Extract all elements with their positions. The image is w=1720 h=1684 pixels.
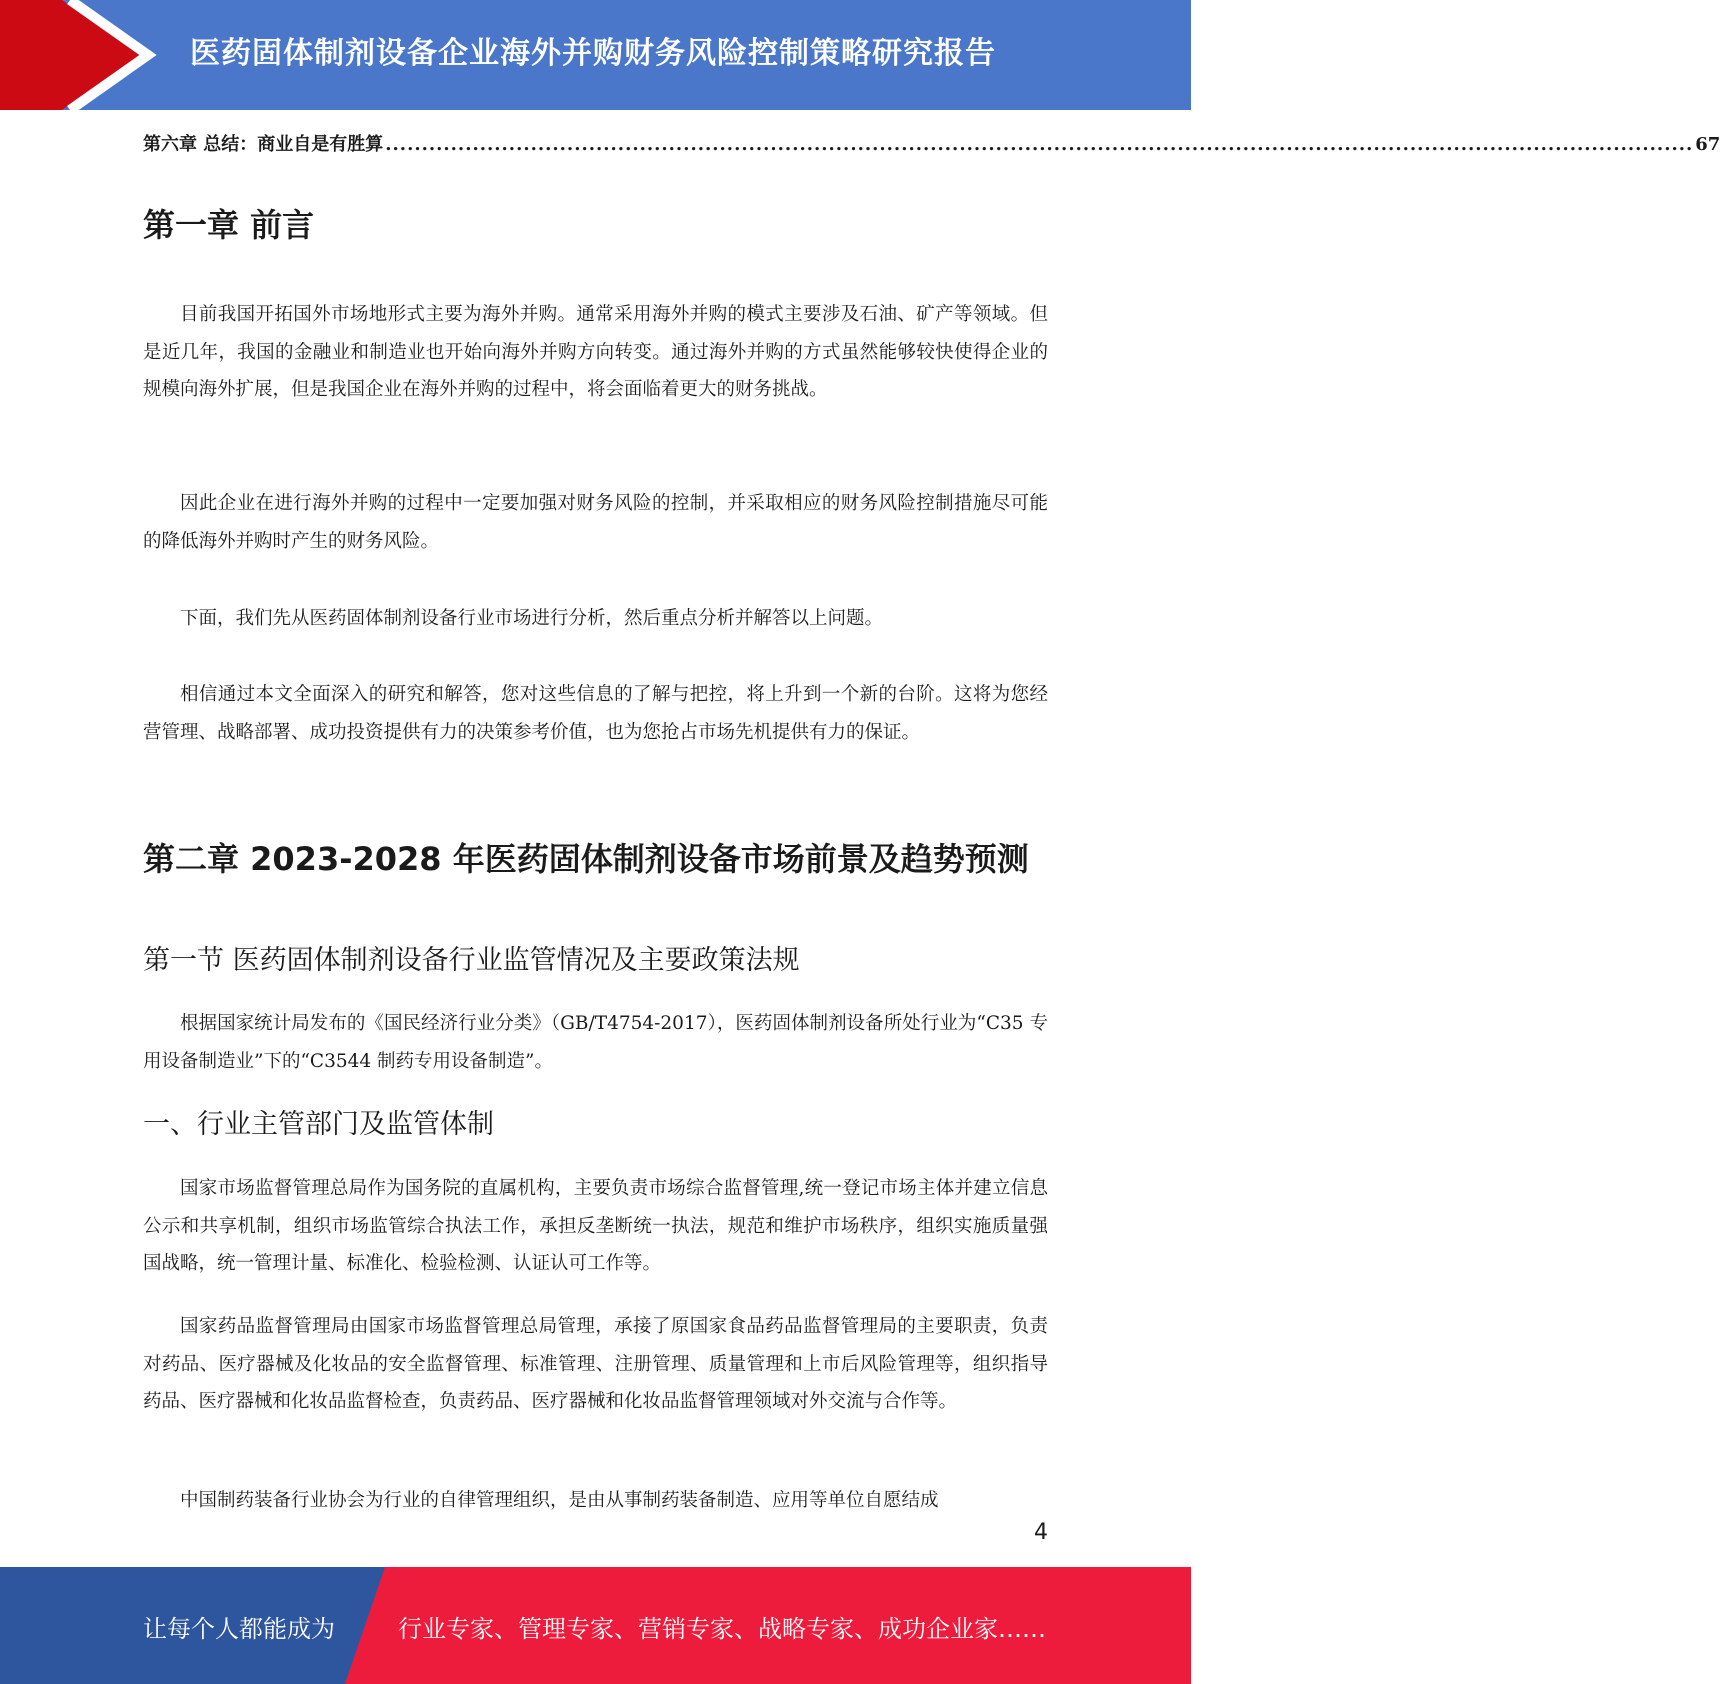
toc-leader-dots: .................................................................................................................................................................................... — [385, 134, 1694, 155]
section-1-paragraph: 根据国家统计局发布的《国民经济行业分类》（GB/T4754-2017），医药固体制剂设备所处行业为“C35 专用设备制造业”下的“C3544 制药专用设备制造”。 — [143, 1013, 1048, 1072]
header-chevron-decoration — [0, 0, 160, 110]
chapter-1-title: 第一章 前言 — [143, 206, 315, 244]
subsection-paragraph: 中国制药装备行业协会为行业的自律管理组织，是由从事制药装备制造、应用等单位自愿结成 — [180, 1490, 939, 1511]
chapter-1-paragraph: 下面，我们先从医药固体制剂设备行业市场进行分析，然后重点分析并解答以上问题。 — [180, 608, 884, 629]
footer-slogan-left: 让每个人都能成为 — [143, 1615, 335, 1643]
chapter-2-title: 第二章 2023-2028 年医药固体制剂设备市场前景及趋势预测 — [143, 840, 1029, 878]
subsection-paragraph: 国家市场监督管理总局作为国务院的直属机构，主要负责市场综合监督管理,统一登记市场主体并建立信息公示和共享机制，组织市场监管综合执法工作，承担反垄断统一执法，规范和维护市场秩序，组织实施质量强国战略，统一管理计量、标准化、检验检测、认证认可工作等。 — [143, 1178, 1048, 1274]
footer-slogan-right: 行业专家、管理专家、营销专家、战略专家、成功企业家…… — [398, 1615, 1046, 1643]
page-number: 4 — [1034, 1520, 1048, 1545]
report-title: 医药固体制剂设备企业海外并购财务风险控制策略研究报告 — [190, 36, 996, 71]
subsection-paragraph: 国家药品监督管理局由国家市场监督管理总局管理，承接了原国家食品药品监督管理局的主要职责，负责对药品、医疗器械及化妆品的安全监督管理、标准管理、注册管理、质量管理和上市后风险管理等，组织指导药品、医疗器械和化妆品监督检查，负责药品、医疗器械和化妆品监督管理领域对外交流与合作等。 — [143, 1316, 1048, 1412]
section-1-title: 第一节 医药固体制剂设备行业监管情况及主要政策法规 — [143, 945, 800, 976]
toc-page-number: 67 — [1695, 134, 1720, 155]
chapter-1-paragraph: 因此企业在进行海外并购的过程中一定要加强对财务风险的控制，并采取相应的财务风险控制措施尽可能的降低海外并购时产生的财务风险。 — [143, 493, 1048, 552]
toc-entry[interactable] — [143, 130, 1720, 156]
subsection-1-title: 一、行业主管部门及监管体制 — [143, 1109, 494, 1140]
chapter-1-paragraph: 目前我国开拓国外市场地形式主要为海外并购。通常采用海外并购的模式主要涉及石油、矿产等领域。但是近几年，我国的金融业和制造业也开始向海外并购方向转变。通过海外并购的方式虽然能够较快使得企业的规模向海外扩展，但是我国企业在海外并购的过程中，将会面临着更大的财务挑战。 — [143, 304, 1048, 400]
chapter-1-paragraph: 相信通过本文全面深入的研究和解答，您对这些信息的了解与把控，将上升到一个新的台阶。这将为您经营管理、战略部署、成功投资提供有力的决策参考价值，也为您抢占市场先机提供有力的保证。 — [143, 684, 1048, 743]
page-header — [0, 0, 1191, 110]
toc-entry-label: 第六章 总结：商业自是有胜算 — [143, 134, 384, 155]
page-footer — [0, 1567, 1191, 1684]
